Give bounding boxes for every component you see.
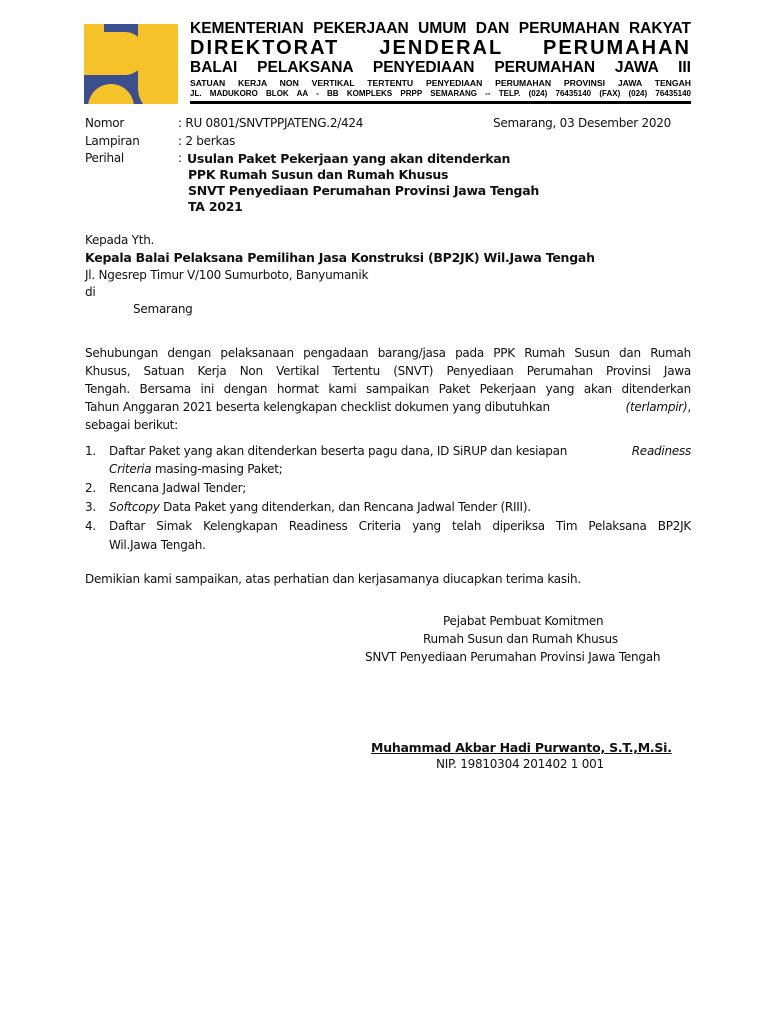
list-item-italic: Readiness [631, 444, 691, 458]
perihal-line: TA 2021 [188, 199, 243, 214]
list-item [109, 444, 691, 458]
header-rule [190, 101, 691, 104]
signatory-title: Rumah Susun dan Rumah Khusus [423, 632, 618, 646]
recipient-city: Semarang [133, 302, 193, 316]
list-item: Rencana Jadwal Tender; [109, 481, 247, 495]
list-item-italic: Softcopy [109, 500, 160, 514]
unit-name: SATUAN KERJA NON VERTIKAL TERTENTU PENYEDIAAN PERUMAHAN PROVINSI JAWA TENGAH [190, 78, 691, 88]
directorate-name: DIREKTORAT JENDERAL PERUMAHAN [190, 37, 691, 59]
signatory-nip: NIP. 19810304 201402 1 001 [436, 757, 604, 771]
nomor-label: Nomor [85, 116, 125, 130]
recipient-di: di [85, 285, 96, 299]
list-item [109, 500, 531, 514]
perihal-label: Perihal [85, 151, 125, 165]
body-line-end [626, 400, 691, 414]
recipient-name: Kepala Balai Pelaksana Pemilihan Jasa Konstruksi (BP2JK) Wil.Jawa Tengah [85, 250, 595, 265]
perihal-line: PPK Rumah Susun dan Rumah Khusus [188, 167, 449, 182]
ministry-name: KEMENTERIAN PEKERJAAN UMUM DAN PERUMAHAN RAKYAT [190, 20, 691, 37]
office-name: BALAI PELAKSANA PENYEDIAAN PERUMAHAN JAWA III [190, 59, 691, 76]
list-number: 4. [85, 519, 96, 533]
list-item-text: Data Paket yang ditenderkan, dan Rencana Jadwal Tender (RIII). [159, 500, 531, 514]
recipient-address: Jl. Ngesrep Timur V/100 Sumurboto, Banyumanik [85, 268, 369, 282]
list-item-cont: Wil.Jawa Tengah. [109, 538, 206, 552]
list-number: 3. [85, 500, 96, 514]
place-date: Semarang, 03 Desember 2020 [493, 116, 671, 130]
list-item-text: masing-masing Paket; [151, 462, 283, 476]
terlampir: (terlampir) [625, 400, 688, 414]
closing-text: Demikian kami sampaikan, atas perhatian dan kerjasamanya diucapkan terima kasih. [85, 572, 581, 586]
perihal-line: Usulan Paket Pekerjaan yang akan ditenderkan [187, 151, 511, 166]
perihal-line: SNVT Penyediaan Perumahan Provinsi Jawa Tengah [188, 183, 540, 198]
signatory-title: SNVT Penyediaan Perumahan Provinsi Jawa Tengah [365, 650, 661, 664]
office-address: JL. MADUKORO BLOK AA - BB KOMPLEKS PRPP SEMARANG -- TELP. (024) 76435140 (FAX) (024) 76435140 [190, 89, 691, 98]
body-line: sebagai berikut: [85, 418, 178, 432]
body-line-text: Tahun Anggaran 2021 beserta kelengkapan checklist dokumen yang dibutuhkan [85, 400, 550, 414]
comma: , [687, 400, 691, 414]
list-item: Daftar Simak Kelengkapan Readiness Criteria yang telah diperiksa Tim Pelaksana BP2JK [109, 519, 691, 533]
list-item-italic: Criteria [109, 462, 152, 476]
list-item-cont [109, 462, 282, 476]
nomor-value: : RU 0801/SNVTPPJATENG.2/424 [178, 116, 364, 130]
lampiran-value: : 2 berkas [178, 134, 236, 148]
list-number: 1. [85, 444, 96, 458]
greeting: Kepada Yth. [85, 233, 155, 247]
signatory-title: Pejabat Pembuat Komitmen [443, 614, 604, 628]
list-number: 2. [85, 481, 96, 495]
body-line [85, 400, 691, 414]
body-line: Tengah. Bersama ini dengan hormat kami sampaikan Paket Pekerjaan yang akan ditenderkan [85, 382, 691, 396]
pupr-logo [84, 24, 178, 104]
list-item-text: Daftar Paket yang akan ditenderkan beserta pagu dana, ID SiRUP dan kesiapan [109, 444, 568, 458]
signatory-name: Muhammad Akbar Hadi Purwanto, S.T.,M.Si. [371, 740, 672, 755]
body-line: Khusus, Satuan Kerja Non Vertikal Tertentu (SNVT) Penyediaan Perumahan Provinsi Jawa [85, 364, 691, 378]
lampiran-label: Lampiran [85, 134, 140, 148]
perihal-colon: : [178, 151, 182, 165]
body-line: Sehubungan dengan pelaksanaan pengadaan barang/jasa pada PPK Rumah Susun dan Rumah [85, 346, 691, 360]
